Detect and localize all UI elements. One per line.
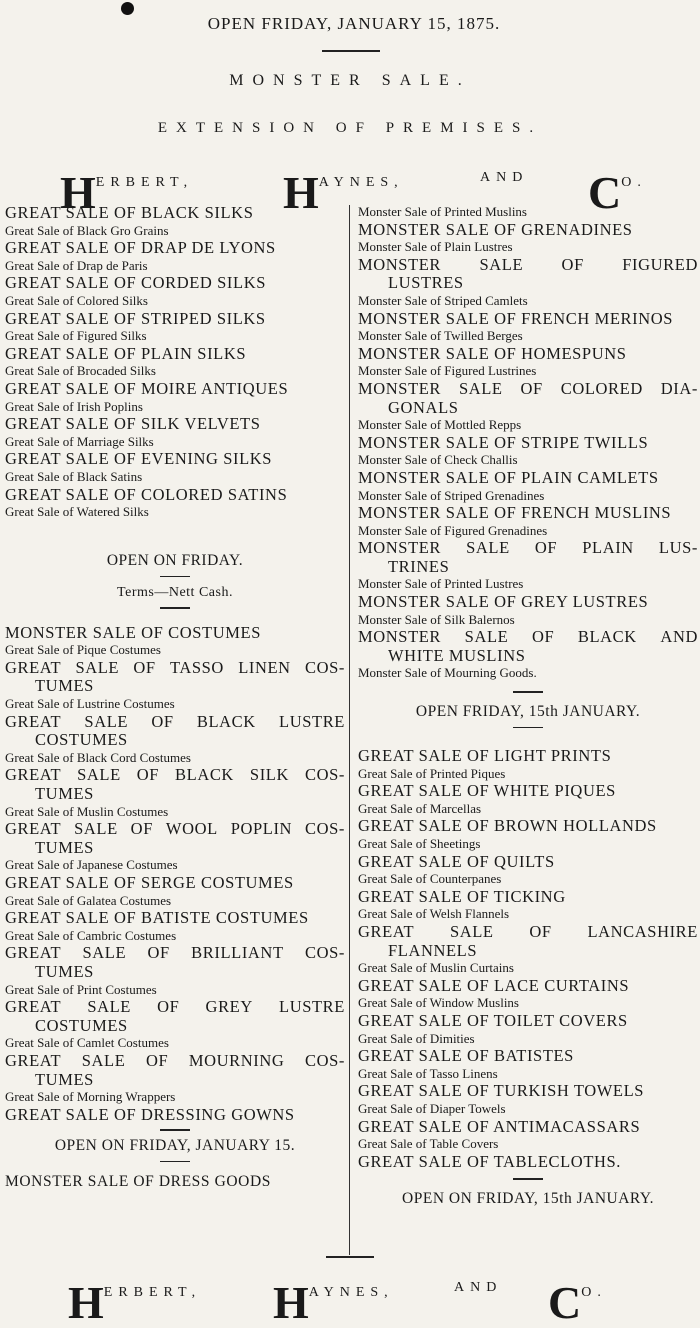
sale-subline: Great Sale of Marcellas: [358, 800, 482, 816]
fabrics-list: [358, 205, 698, 683]
divider: [326, 1256, 374, 1258]
sale-subline: Monster Sale of Mottled Repps: [358, 417, 522, 433]
page-title: MONSTER SALE.: [229, 72, 471, 89]
sale-subline: Great Sale of Black Cord Costumes: [5, 749, 191, 765]
page-subtitle: EXTENSION OF PREMISES.: [157, 120, 543, 136]
sale-subline: Great Sale of Printed Piques: [358, 765, 506, 781]
sale-subline: Great Sale of Japanese Costumes: [5, 857, 178, 873]
open-on-friday: OPEN ON FRIDAY.: [106, 551, 244, 569]
sale-headline: COSTUMES: [35, 730, 128, 750]
sale-headline: GREAT SALE OF BATISTE COSTUMES: [5, 908, 309, 928]
open-friday-15th: OPEN FRIDAY, 15th JANUARY.: [415, 702, 641, 720]
sale-subline: Great Sale of Irish Poplins: [5, 398, 143, 414]
short-rule: [513, 1178, 543, 1180]
sale-headline: GREAT SALE OF CORDED SILKS: [5, 273, 266, 293]
sale-headline: GREAT SALE OF BLACK SILKS: [5, 203, 254, 222]
sale-headline: MONSTER SALE OF FIGURED: [358, 254, 698, 274]
sale-headline: GREAT SALE OF ANTIMACASSARS: [358, 1116, 641, 1136]
left-column: [5, 205, 345, 1193]
sale-headline: GREAT SALE OF QUILTS: [358, 851, 555, 871]
short-rule: [160, 576, 190, 578]
sale-headline: GREAT SALE OF LANCASHIRE: [358, 921, 698, 941]
sale-subline: Great Sale of Brocaded Silks: [5, 363, 156, 379]
sale-subline: Great Sale of Pique Costumes: [5, 642, 161, 658]
short-rule: [513, 727, 543, 729]
costumes-list: [5, 622, 345, 1126]
short-rule: [160, 1129, 190, 1131]
sale-headline: TUMES: [35, 1069, 94, 1089]
sale-headline: MONSTER SALE OF PLAIN CAMLETS: [358, 467, 659, 487]
sale-subline: Great Sale of Counterpanes: [358, 871, 502, 887]
sale-headline: GREAT SALE OF TABLECLOTHS.: [358, 1151, 622, 1171]
sale-headline: GONALS: [388, 397, 459, 417]
sale-headline: GREAT SALE OF BLACK SILK COS-: [5, 765, 345, 785]
prints-list: [358, 748, 698, 1172]
sale-headline: TUMES: [35, 961, 94, 981]
divider: [322, 50, 380, 52]
silks-list: [5, 205, 345, 522]
sale-subline: Great Sale of Colored Silks: [5, 292, 148, 308]
sale-subline: Monster Sale of Printed Lustres: [358, 576, 524, 592]
sale-headline: GREAT SALE OF STRIPED SILKS: [5, 308, 266, 328]
sale-headline: GREAT SALE OF DRESSING GOWNS: [5, 1104, 295, 1124]
sale-subline: Great Sale of Camlet Costumes: [5, 1035, 169, 1051]
sale-subline: Great Sale of Lustrine Costumes: [5, 696, 175, 712]
sale-subline: Great Sale of Tasso Linens: [358, 1065, 498, 1081]
sale-headline: GREAT SALE OF WOOL POPLIN COS-: [5, 819, 345, 839]
sale-headline: GREAT SALE OF BLACK LUSTRE: [5, 711, 345, 731]
open-on-friday-jan15: OPEN ON FRIDAY, JANUARY 15.: [54, 1136, 296, 1154]
sale-headline: MONSTER SALE OF HOMESPUNS: [358, 343, 627, 363]
sale-subline: Great Sale of Black Satins: [5, 468, 143, 484]
sale-subline: Great Sale of Morning Wrappers: [5, 1089, 176, 1105]
sale-headline: MONSTER SALE OF FRENCH MERINOS: [358, 308, 674, 328]
sale-headline: TUMES: [35, 784, 94, 804]
sale-subline: Monster Sale of Striped Grenadines: [358, 487, 545, 503]
sale-subline: Monster Sale of Printed Muslins: [358, 204, 527, 219]
sale-subline: Great Sale of Watered Silks: [5, 504, 149, 520]
sale-headline: FLANNELS: [388, 940, 478, 960]
column-divider: [349, 205, 350, 1255]
sale-headline: GREAT SALE OF MOIRE ANTIQUES: [5, 378, 289, 398]
sale-headline: MONSTER SALE OF GREY LUSTRES: [358, 592, 649, 612]
sale-headline: WHITE MUSLINS: [388, 645, 526, 665]
sale-subline: Great Sale of Marriage Silks: [5, 433, 154, 449]
sale-headline: MONSTER SALE OF PLAIN LUS-: [358, 538, 698, 558]
short-rule: [160, 1161, 190, 1163]
sale-headline: GREAT SALE OF SILK VELVETS: [5, 414, 261, 434]
sale-headline: GREAT SALE OF PLAIN SILKS: [5, 343, 247, 363]
sale-subline: Monster Sale of Mourning Goods.: [358, 665, 537, 681]
sale-headline: TUMES: [35, 676, 94, 696]
sale-subline: Monster Sale of Silk Balernos: [358, 611, 515, 627]
sale-subline: Great Sale of Muslin Costumes: [5, 803, 169, 819]
sale-headline: LUSTRES: [388, 273, 464, 293]
sale-subline: Great Sale of Figured Silks: [5, 328, 147, 344]
sale-subline: Great Sale of Table Covers: [358, 1136, 499, 1152]
sale-headline: GREAT SALE OF TICKING: [358, 886, 566, 906]
sale-headline: GREAT SALE OF BROWN HOLLANDS: [358, 816, 657, 836]
sale-headline: GREAT SALE OF GREY LUSTRE: [5, 997, 345, 1017]
sale-headline: MONSTER SALE OF STRIPE TWILLS: [358, 432, 649, 452]
sale-headline: GREAT SALE OF LIGHT PRINTS: [358, 746, 612, 766]
sale-headline: GREAT SALE OF COLORED SATINS: [5, 484, 288, 504]
sale-subline: Great Sale of Welsh Flannels: [358, 906, 510, 922]
sale-subline: Great Sale of Cambric Costumes: [5, 927, 177, 943]
sale-subline: Great Sale of Print Costumes: [5, 981, 157, 997]
sale-headline: GREAT SALE OF BATISTES: [358, 1046, 574, 1066]
short-rule: [513, 691, 543, 693]
sale-subline: Monster Sale of Plain Lustres: [358, 239, 513, 255]
sale-subline: Great Sale of Black Gro Grains: [5, 222, 169, 238]
sale-headline: MONSTER SALE OF GRENADINES: [358, 219, 633, 239]
dress-goods: MONSTER SALE OF DRESS GOODS: [5, 1173, 271, 1191]
sale-headline: GREAT SALE OF TOILET COVERS: [358, 1010, 628, 1030]
sale-subline: Monster Sale of Figured Grenadines: [358, 522, 548, 538]
sale-headline: GREAT SALE OF MOURNING COS-: [5, 1050, 345, 1070]
sale-headline: GREAT SALE OF WHITE PIQUES: [358, 781, 616, 801]
sale-subline: Great Sale of Sheetings: [358, 836, 481, 851]
terms: Terms—Nett Cash.: [117, 585, 233, 601]
sale-headline: MONSTER SALE OF COLORED DIA-: [358, 378, 698, 398]
sale-headline: COSTUMES: [35, 1015, 128, 1035]
sale-subline: Great Sale of Dimities: [358, 1030, 475, 1046]
sale-subline: Monster Sale of Check Challis: [358, 452, 518, 468]
sale-headline: TRINES: [388, 556, 450, 576]
right-column: [358, 205, 698, 1208]
sale-headline: MONSTER SALE OF COSTUMES: [5, 622, 261, 642]
sale-subline: Great Sale of Galatea Costumes: [5, 892, 172, 908]
sale-headline: GREAT SALE OF SERGE COSTUMES: [5, 873, 294, 892]
dateline: OPEN FRIDAY, JANUARY 15, 1875.: [207, 14, 501, 33]
sale-subline: Great Sale of Muslin Curtains: [358, 960, 514, 976]
sale-subline: Monster Sale of Figured Lustrines: [358, 363, 537, 379]
sale-subline: Great Sale of Drap de Paris: [5, 257, 148, 273]
sale-headline: GREAT SALE OF TURKISH TOWELS: [358, 1081, 645, 1101]
open-on-friday-15th: OPEN ON FRIDAY, 15th JANUARY.: [402, 1189, 654, 1207]
sale-headline: MONSTER SALE OF BLACK AND: [358, 627, 698, 647]
short-rule: [160, 607, 190, 609]
sale-headline: GREAT SALE OF TASSO LINEN COS-: [5, 657, 345, 677]
sale-headline: TUMES: [35, 837, 94, 857]
sale-headline: GREAT SALE OF DRAP DE LYONS: [5, 238, 276, 258]
sale-headline: MONSTER SALE OF FRENCH MUSLINS: [358, 503, 672, 523]
sale-subline: Monster Sale of Twilled Berges: [358, 328, 523, 344]
sale-headline: GREAT SALE OF BRILLIANT COS-: [5, 943, 345, 963]
sale-subline: Monster Sale of Striped Camlets: [358, 292, 528, 308]
sale-subline: Great Sale of Diaper Towels: [358, 1100, 506, 1116]
sale-headline: GREAT SALE OF EVENING SILKS: [5, 449, 273, 469]
sale-subline: Great Sale of Window Muslins: [358, 995, 519, 1011]
sale-headline: GREAT SALE OF LACE CURTAINS: [358, 975, 630, 995]
